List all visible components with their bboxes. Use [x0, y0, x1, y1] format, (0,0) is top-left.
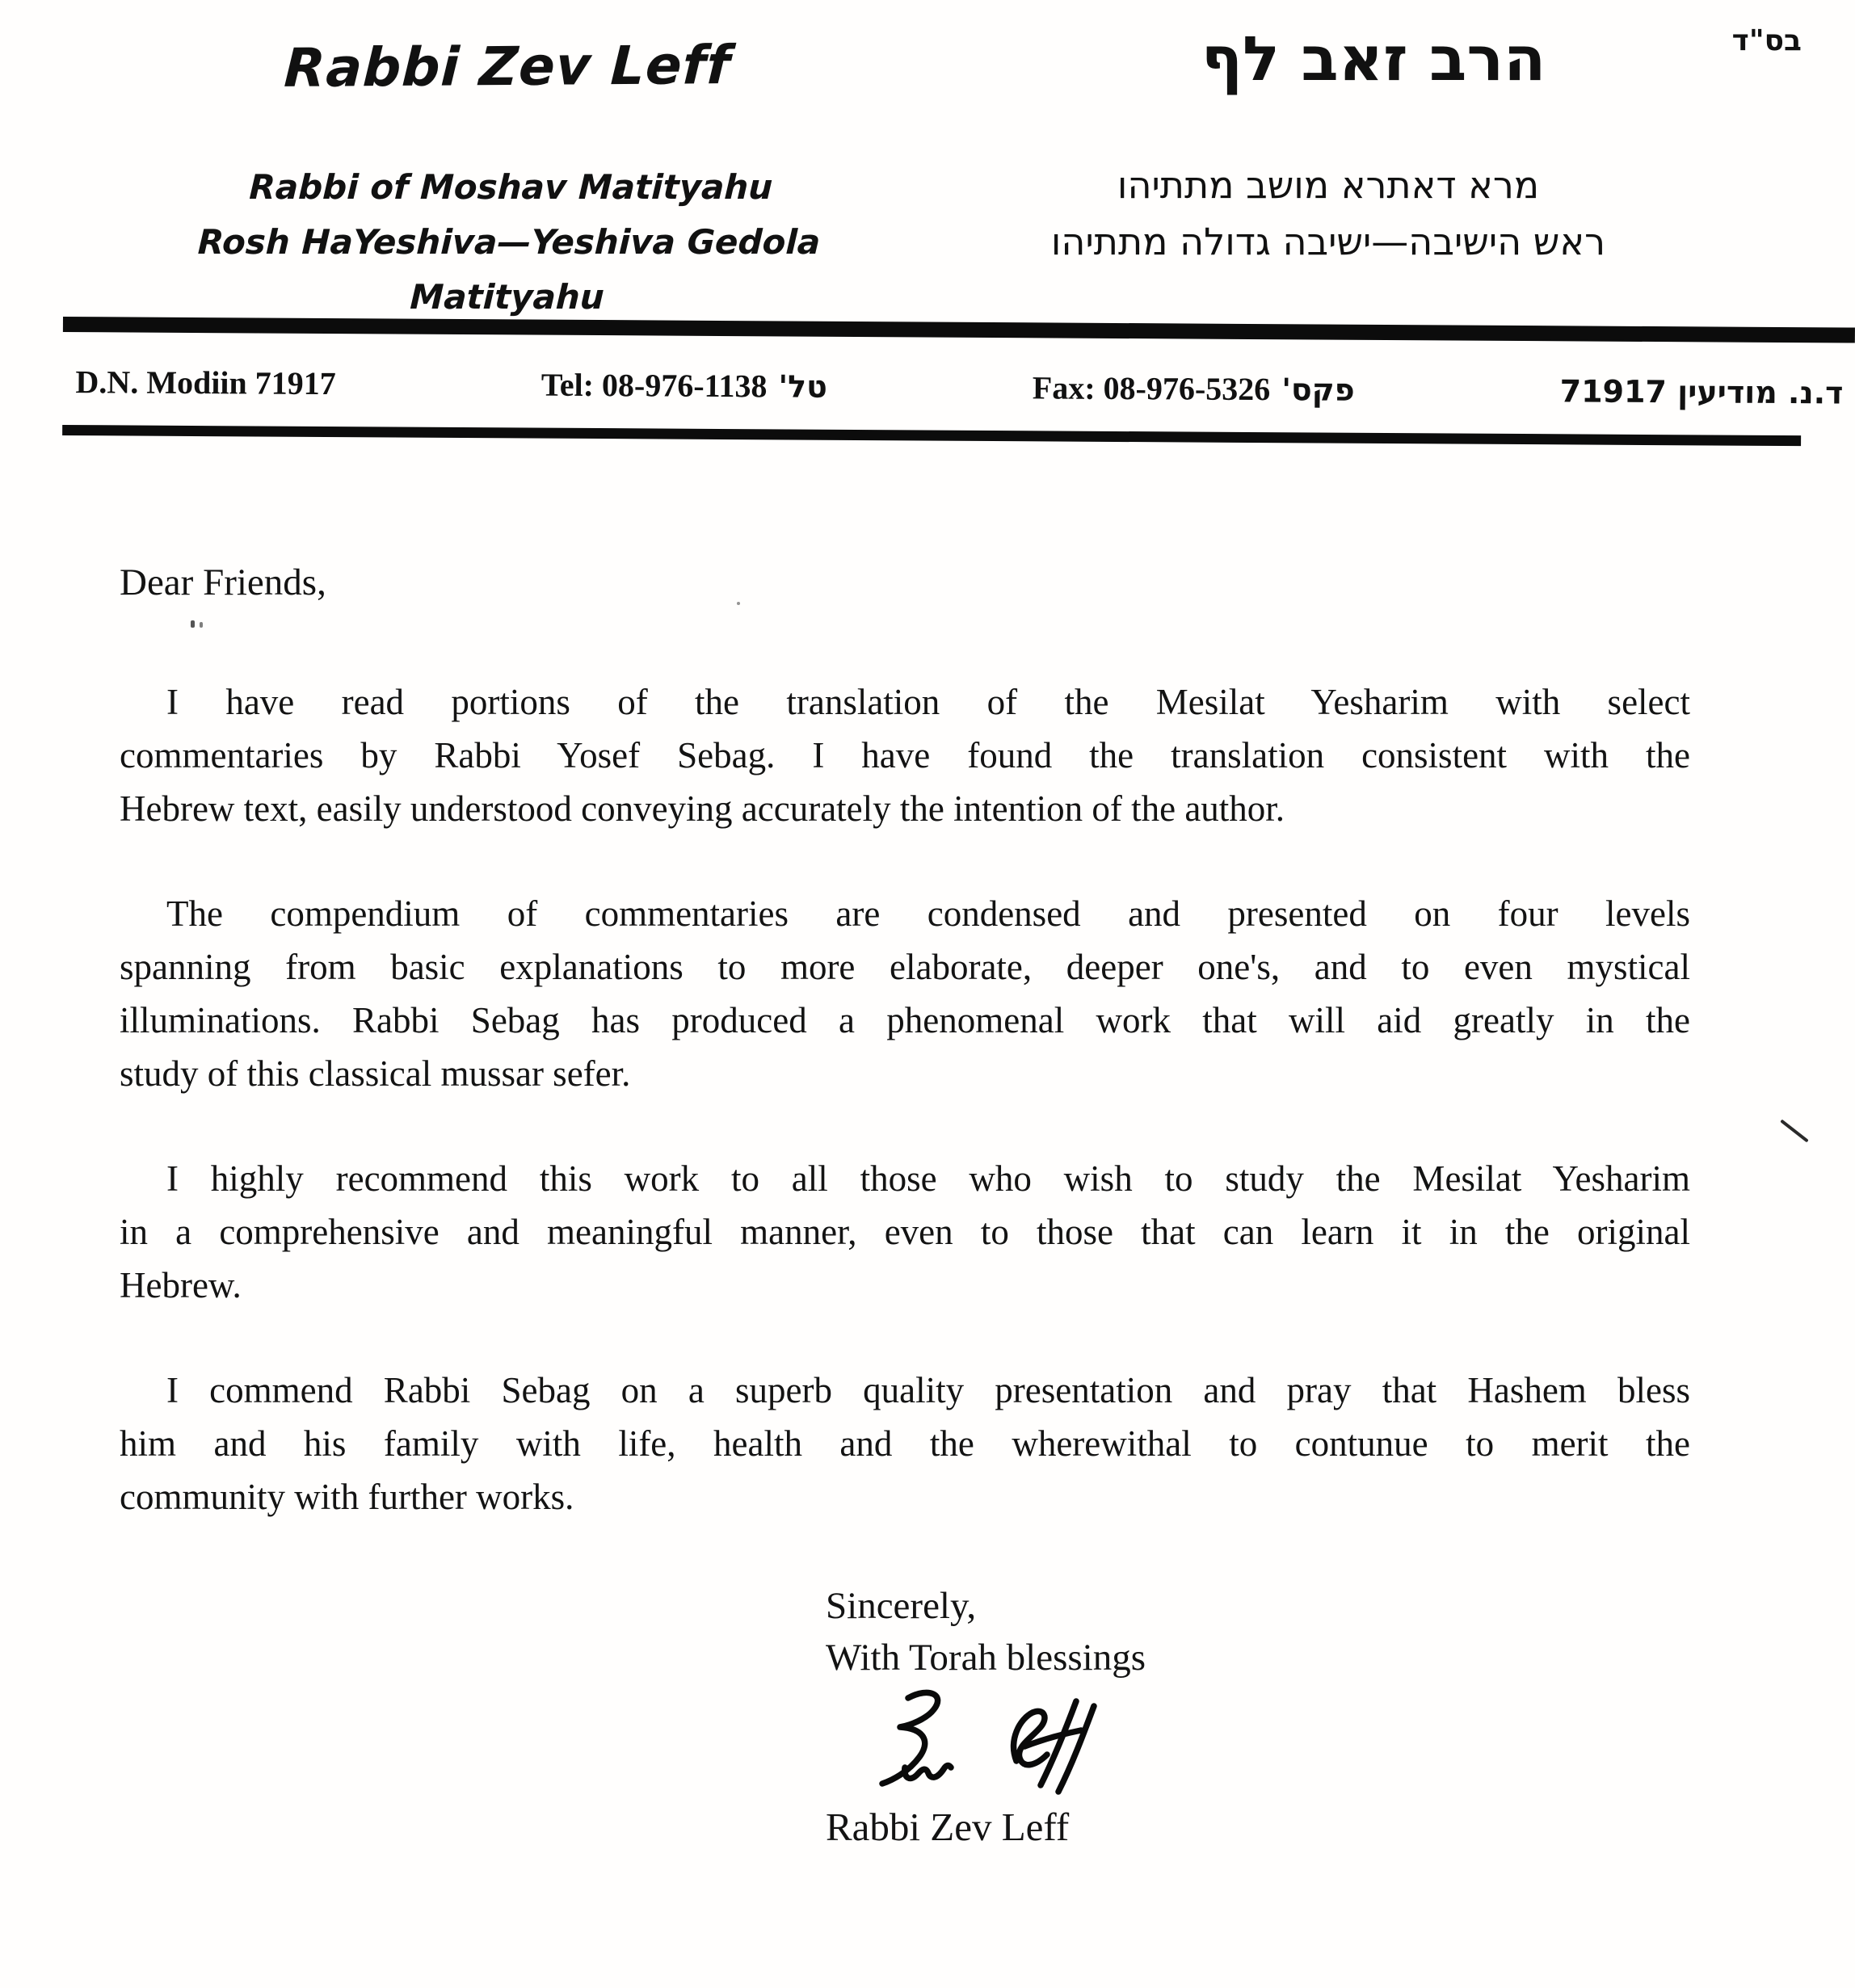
- letter-line: him and his family with life, health and the wherewithal to contunue to merit the: [120, 1423, 1690, 1464]
- title-hebrew-line2: ראש הישיבה—ישיבה גדולה מתתיהו: [1050, 220, 1606, 263]
- fax-number: Fax: 08-976-5326: [1032, 369, 1271, 408]
- closing-blessing: With Torah blessings: [826, 1637, 1146, 1679]
- letter-line: spanning from basic explanations to more elaborate, deeper one's, and to even mystical: [120, 947, 1690, 987]
- letter-paragraph: [120, 887, 1690, 1100]
- salutation: Dear Friends,: [120, 561, 326, 603]
- fax-entry: [1033, 368, 1355, 408]
- letter-line: I highly recommend this work to all those who wish to study the Mesilat Yesharim: [166, 1158, 1690, 1199]
- letter-paragraph: [120, 1364, 1690, 1524]
- postal-address-english: D.N. Modiin 71917: [75, 364, 336, 402]
- telephone-number: Tel: 08-976-1138: [541, 366, 768, 405]
- letter-line: I have read portions of the translation of the Mesilat Yesharim with select: [166, 682, 1690, 722]
- letterhead-name-hebrew: הרב זאב לף: [1201, 23, 1546, 95]
- closing-block: [826, 1580, 1146, 1851]
- letter-line: Hebrew.: [120, 1265, 242, 1305]
- letter-line: The compendium of commentaries are condensed and presented on four levels: [166, 893, 1690, 934]
- letterhead-titles-hebrew: [997, 157, 1659, 270]
- letterhead-name-english: Rabbi Zev Leff: [283, 34, 732, 99]
- signed-name: Rabbi Zev Leff: [826, 1805, 1070, 1849]
- letter-line: illuminations. Rabbi Sebag has produced a phenomenal work that will aid greatly in the: [120, 1000, 1690, 1040]
- title-english-line2: Rosh HaYeshiva—Yeshiva Gedola Matityahu: [196, 222, 822, 317]
- telephone-label-hebrew: טל': [778, 368, 827, 405]
- letter-paragraphs: [120, 675, 1690, 1524]
- letter-line: community with further works.: [120, 1477, 574, 1517]
- letter-paragraph: [120, 675, 1690, 835]
- handwritten-signature: [858, 1687, 1125, 1800]
- contact-row: [62, 332, 1855, 436]
- letterhead-titles-english: [100, 160, 917, 325]
- letter-line: in a comprehensive and meaningful manner, even to those that can learn it in the original: [120, 1212, 1690, 1252]
- title-english-line1: Rabbi of Moshav Matityahu: [248, 167, 774, 207]
- scan-artifact-speck: [737, 602, 740, 605]
- scan-artifact-speck: [191, 620, 195, 628]
- letter-line: I commend Rabbi Sebag on a superb quality presentation and pray that Hashem bless: [166, 1370, 1690, 1410]
- fax-label-hebrew: פקס': [1281, 372, 1355, 408]
- letter-line: Hebrew text, easily understood conveying accurately the intention of the author.: [120, 788, 1285, 829]
- scan-artifact-slash: [1780, 1119, 1809, 1142]
- postal-address-hebrew: ד.נ. מודיעין 71917: [1559, 373, 1844, 411]
- title-hebrew-line1: מרא דאתרא מושב מתתיהו: [1117, 163, 1540, 207]
- contact-band: [62, 317, 1855, 447]
- letter-paragraph: [120, 1152, 1690, 1312]
- letter-line: commentaries by Rabbi Yosef Sebag. I have found the translation consistent with the: [120, 735, 1690, 775]
- closing-sincerely: Sincerely,: [826, 1585, 977, 1627]
- bsd-mark: בס"ד: [1731, 24, 1802, 57]
- letter-line: study of this classical mussar sefer.: [120, 1053, 631, 1094]
- telephone-entry: [541, 366, 827, 406]
- scan-artifact-speck: [200, 622, 203, 628]
- letter-body: [120, 559, 1690, 1575]
